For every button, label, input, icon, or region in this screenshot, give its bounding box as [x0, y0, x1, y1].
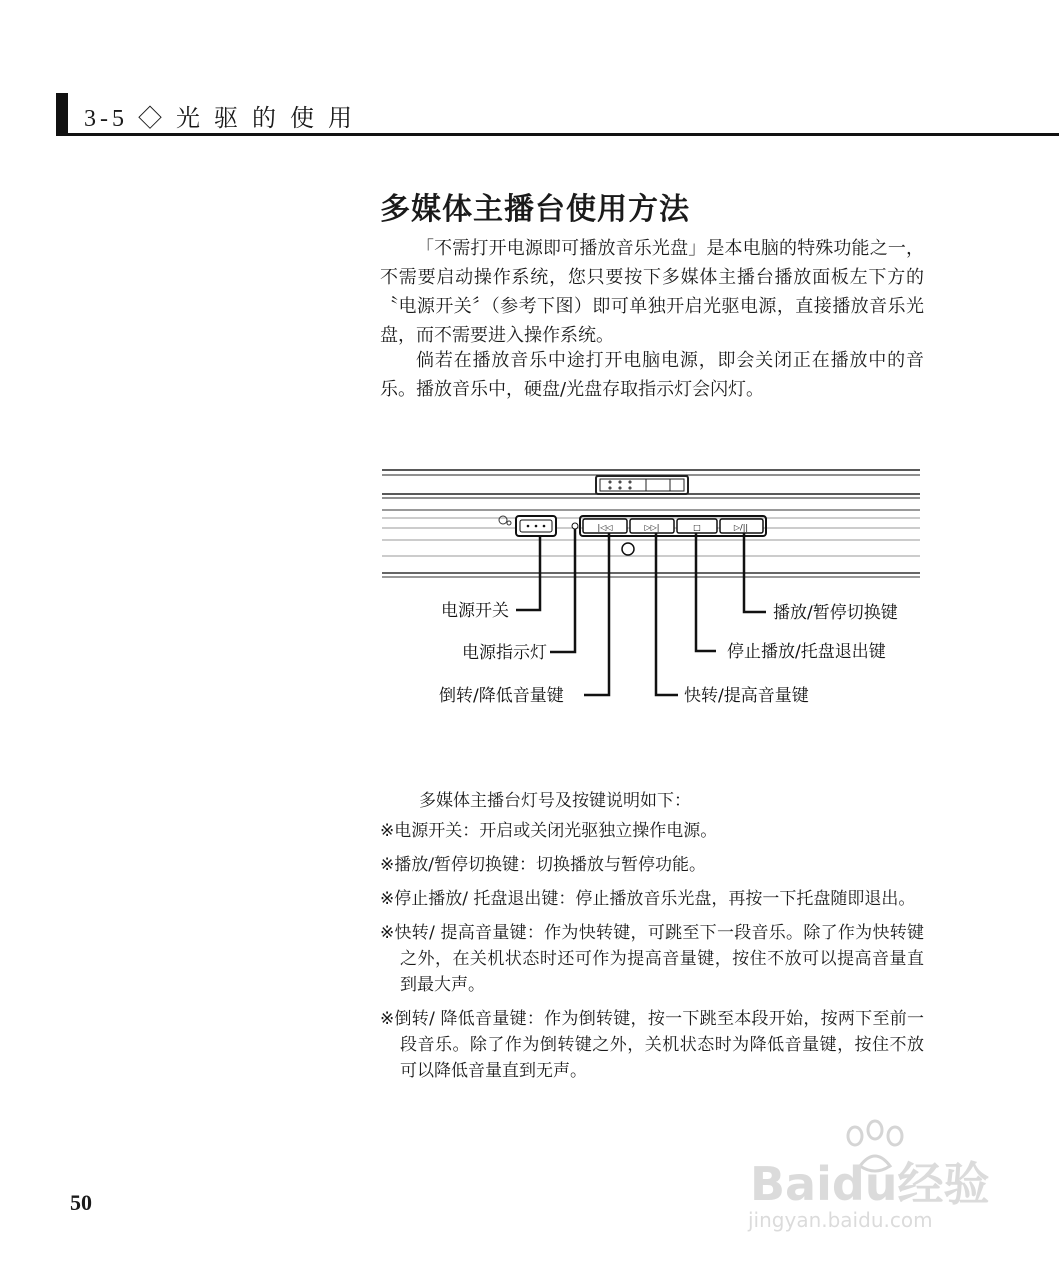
section-number: 3-5: [84, 106, 128, 132]
top-latch: [596, 476, 688, 494]
note-paragraph: 倘若在播放音乐中途打开电脑电源，即会关闭正在播放中的音乐。播放音乐中，硬盘/光盘存取指示灯会闪灯。: [380, 350, 924, 400]
watermark-brand: Baidu经验: [750, 1157, 990, 1211]
section-title: 光 驱 的 使 用: [176, 106, 356, 132]
power-switch-button[interactable]: [516, 516, 556, 536]
stop-button[interactable]: [677, 519, 717, 533]
section-header: [84, 98, 356, 133]
label-stop-eject: 停止播放/托盘退出键: [727, 642, 886, 662]
list-item: ※电源开关：开启或关闭光驱独立操作电源。: [380, 821, 718, 841]
button-description-list: [380, 818, 924, 1092]
cd-logo-icon: [499, 516, 511, 525]
baidu-watermark: [740, 1118, 1010, 1238]
header-marker-bar: [56, 93, 68, 135]
list-item: ※快转/ 提高音量键：作为快转键，可跳至下一段音乐。除了作为快转键之外，在关机状态时还可作为提高音量键，按住不放可以提高音量直到最大声。: [380, 923, 924, 995]
list-item: ※停止播放/ 托盘退出键：停止播放音乐光盘，再按一下托盘随即退出。: [380, 889, 916, 909]
list-item: ※倒转/ 降低音量键：作为倒转键，按一下跳至本段开始，按两下至前一段音乐。除了作为倒转键之外，关机状态时为降低音量键，按住不放可以降低音量直到无声。: [380, 1009, 924, 1081]
play-pause-icon: ▷/||: [733, 523, 749, 532]
header-rule: [56, 133, 1059, 136]
label-fast-forward: 快转/提高音量键: [684, 686, 809, 706]
label-power-switch: 电源开关: [441, 601, 509, 621]
label-power-led: 电源指示灯: [462, 643, 547, 663]
page-title: 多媒体主播台使用方法: [380, 192, 690, 227]
callout-lines: [516, 529, 766, 695]
stop-icon: □: [693, 523, 701, 532]
rewind-button[interactable]: [583, 519, 627, 533]
intro-paragraph: 「不需打开电源即可播放音乐光盘」是本电脑的特殊功能之一，不需要启动操作系统，您只要按下多媒体主播台播放面板左下方的〝电源开关〞（参考下图）即可单独开启光驱电源，直接播放音乐光盘，而不需要进入操作系统。: [380, 238, 924, 346]
play-pause-button[interactable]: [720, 519, 763, 533]
list-item: ※播放/暂停切换键：切换播放与暂停功能。: [380, 855, 706, 875]
page-number: 50: [70, 1190, 92, 1215]
list-intro: 多媒体主播台灯号及按键说明如下：: [419, 791, 691, 811]
control-panel-diagram: [370, 460, 930, 720]
label-play-pause: 播放/暂停切换键: [773, 603, 898, 623]
fast-forward-icon: ▷▷|: [644, 523, 660, 532]
watermark-url: jingyan.baidu.com: [748, 1208, 933, 1232]
diamond-icon: ◇: [138, 106, 166, 132]
label-rewind: 倒转/降低音量键: [439, 686, 564, 706]
rewind-icon: |◁◁: [597, 523, 613, 532]
power-indicator-led: [572, 523, 578, 529]
eject-hole[interactable]: [622, 543, 634, 555]
forward-button[interactable]: [630, 519, 674, 533]
